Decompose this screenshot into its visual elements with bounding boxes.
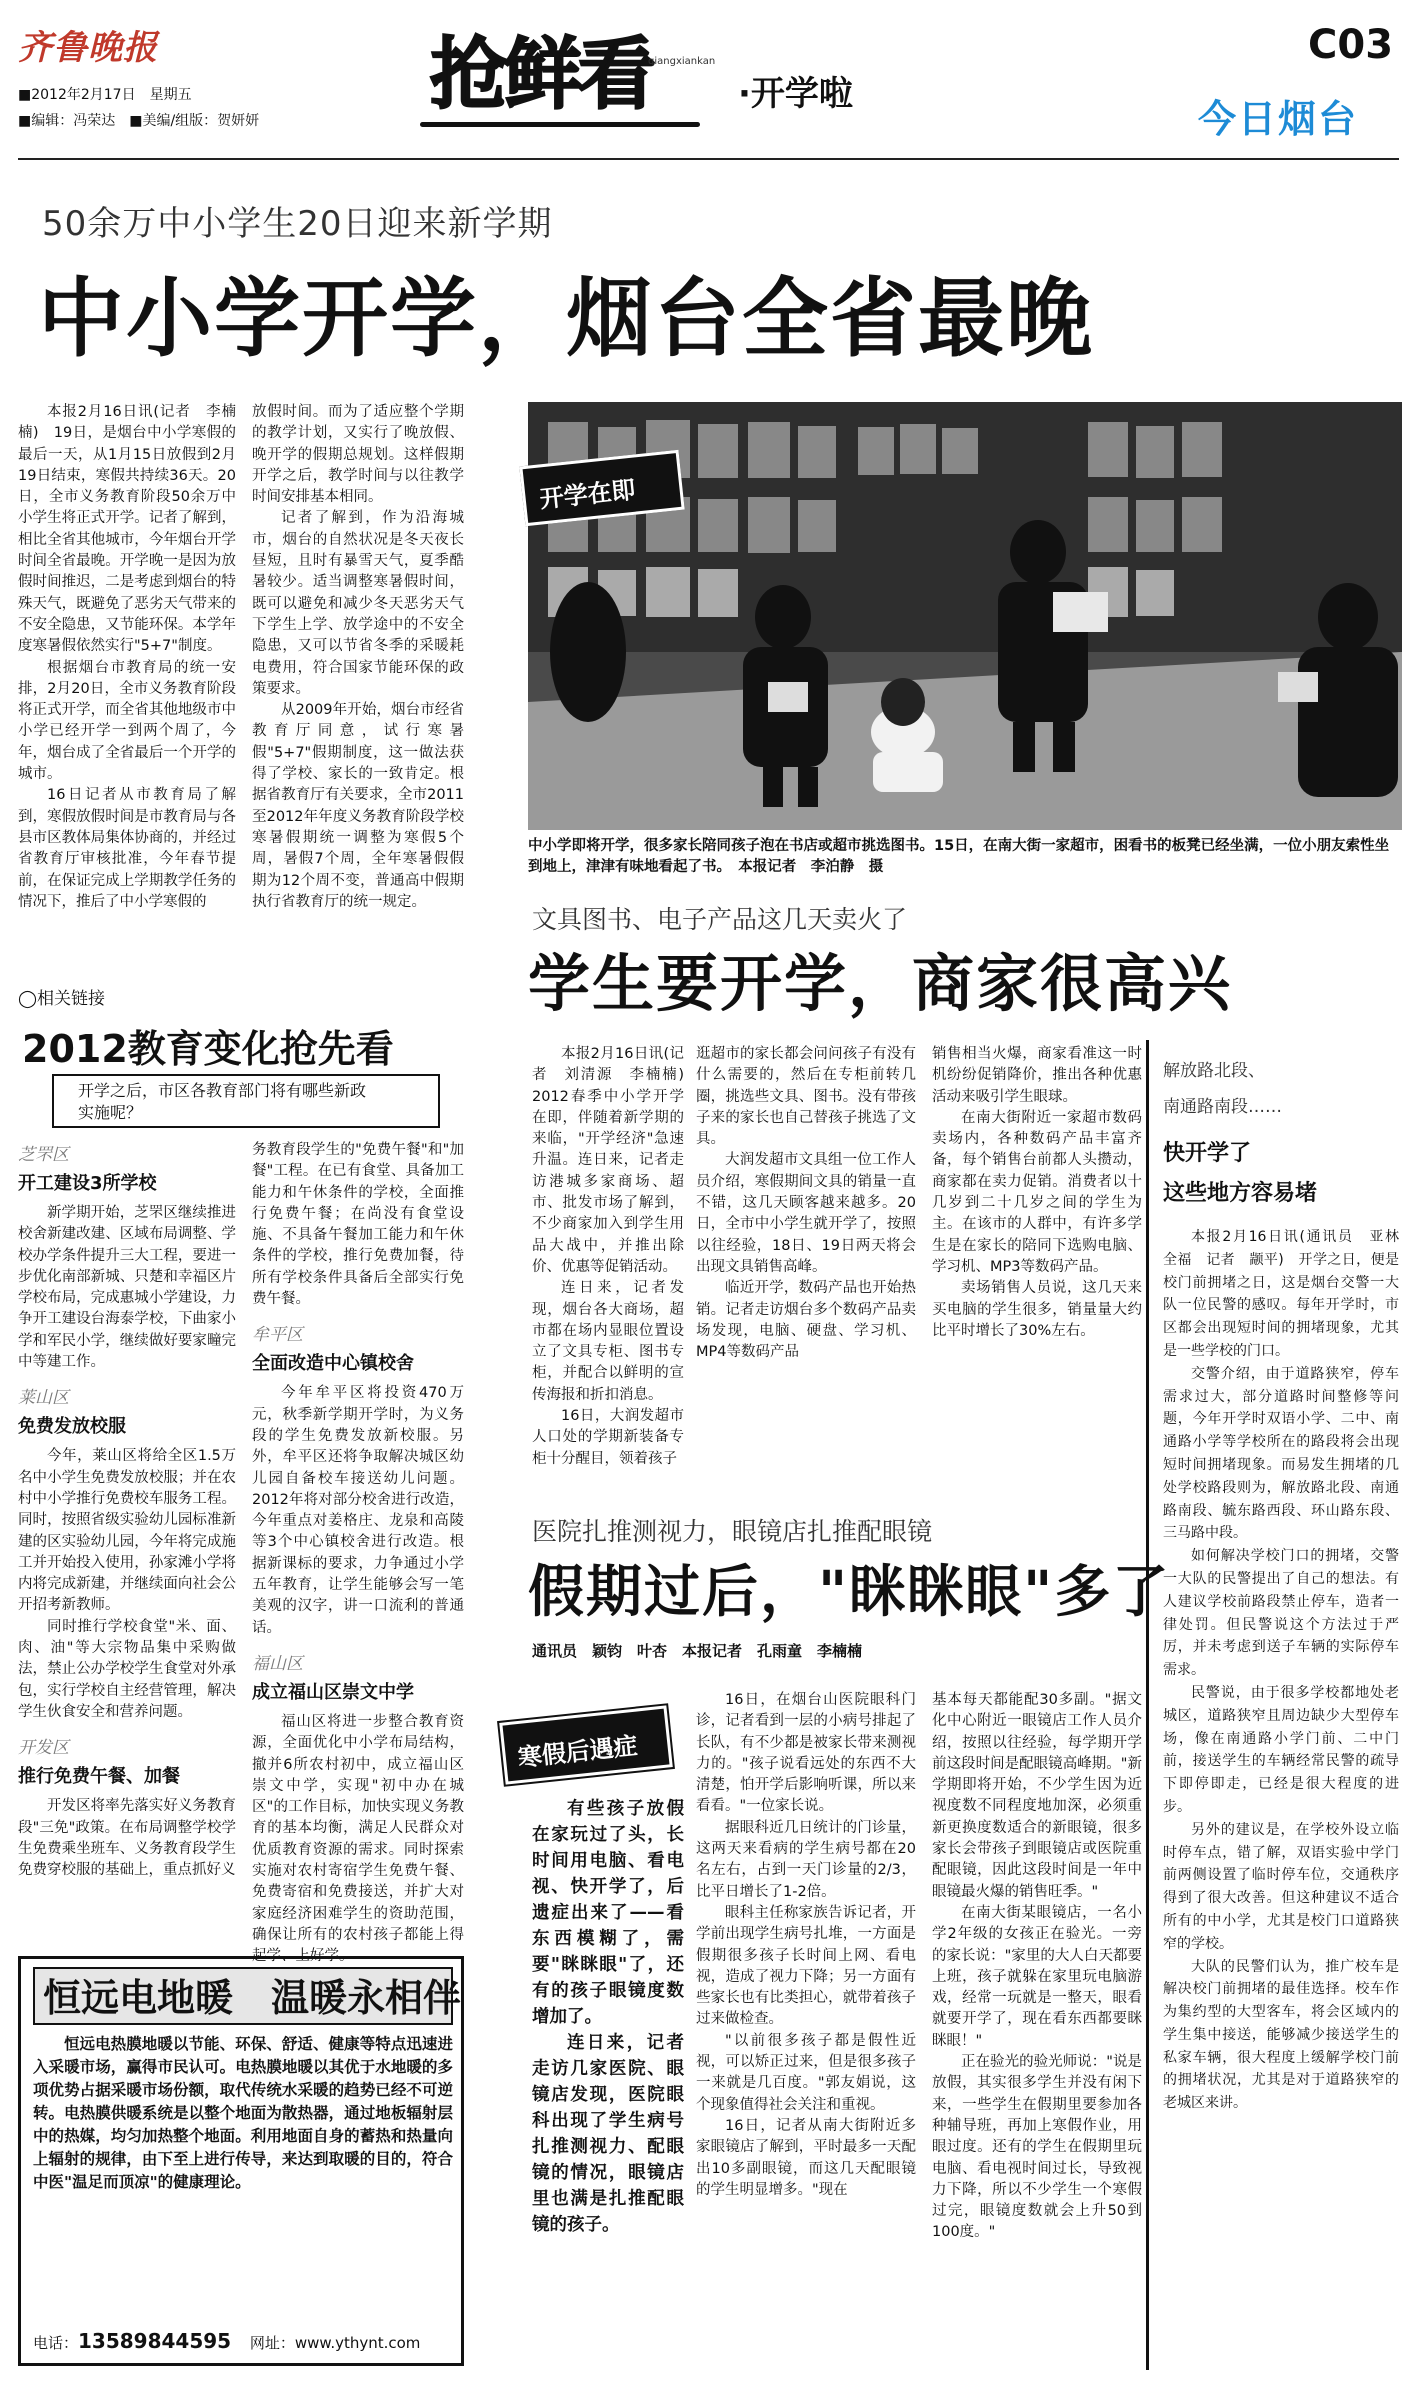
related-col-1	[18, 1140, 236, 1930]
ad-web-label: 网址：	[249, 2334, 295, 2352]
ad-phone: 13589844595	[78, 2329, 232, 2353]
shop-paragraph: 连日来，记者发现，烟台各大商场，超市都在场内显眼位置设立了文具专柜、图书专柜，并配合以鲜明的宣传海报和折扣消息。	[532, 1280, 684, 1403]
shop-paragraph: 卖场销售人员说，这几天来买电脑的学生很多，销量量大约比平时增长了30%左右。	[932, 1280, 1142, 1339]
lead-paragraph: 记者了解到，作为沿海城市，烟台的自然状况是冬天夜长昼短，且时有暴雪天气，夏季酷暑较少。适当调整寒暑假时间，既可以避免和减少冬天恶劣天气下学生上学、放学途中的不安全隐患，又可以节省冬季的采暖耗电费用，符合国家节能环保的政策要求。	[252, 510, 464, 697]
eye-paragraph: 基本每天都能配30多副。"据文化中心附近一眼镜店工作人员介绍，按照以往经验，每学期开学前这段时间是配眼镜高峰期。"新学期即将开始，不少学生因为近视度数不同程度地加深，必须重新更换度数适合的新眼镜，很多家长会带孩子到眼镜店或医院重配眼镜，因此这段时间是一年中眼镜最火爆的销售旺季。"	[932, 1692, 1142, 1900]
masthead	[0, 0, 1417, 190]
ad-headline: 恒远电地暖 温暖永相伴	[33, 1967, 453, 2025]
shop-paragraph: 临近开学，数码产品也开始热销。记者走访烟台多个数码产品卖场发现，电脑、硬盘、学习机、MP4等数码产品	[696, 1280, 916, 1361]
related-paragraph: 今年，莱山区将给全区1.5万名中小学生免费发放校服；并在农村中小学推行免费校车服务工程。同时，按照省级实验幼儿园标准新建的区实验幼儿园，今年将完成施工并开始投入使用，孙家滩小学将内将完成新建，并继续面向社会公开招考新教师。	[18, 1448, 236, 1614]
traffic-paragraph: 民警说，由于很多学校都地处老城区，道路狭窄且周边缺少大型停车场，像在南通路小学门前、二中门前，接送学生的车辆经常民警的疏导下即停即走，已经是很大程度的进步。	[1163, 1684, 1399, 1815]
shop-paragraph: 本报2月16日讯(记者 刘清源 李楠楠) 2012春季中小学开学在即，伴随着新学期的来临，"开学经济"急速升温。连日来，记者走访港城多家商场、超市、批发市场了解到，不少商家加入到学生用品大战中，并推出除价、优惠等促销活动。	[532, 1046, 699, 1275]
traffic-paragraph: 本报2月16日讯(通讯员 亚林 全福 记者 颛平) 开学之日，便是校门前拥堵之日，这是烟台交警一大队一位民警的感叹。每年开学时，市区都会出现短时间的拥堵现象，尤其是一些学校的门口。	[1163, 1229, 1413, 1359]
related-link-label: ◯相关链接	[18, 989, 106, 1009]
section-title: 推行免费午餐、加餐	[18, 1766, 180, 1788]
eye-box-paragraph: 连日来，记者走访几家医院、眼镜店发现，医院眼科出现了学生病号扎推测视力、配眼镜的情况，眼镜店里也满是扎推配眼镜的孩子。	[532, 2033, 684, 2235]
district-label: 福山区	[252, 1653, 303, 1674]
section-logo	[420, 22, 720, 132]
related-banner-text: 开学之后，市区各教育部门将有哪些新政实施呢？	[78, 1081, 367, 1122]
lead-col-1	[18, 402, 236, 977]
shop-paragraph: 销售相当火爆，商家看准这一时机纷纷促销降价，推出各种优惠活动来吸引学生眼球。	[932, 1046, 1142, 1105]
advertisement	[18, 1956, 464, 2366]
lead-paragraph: 本报2月16日讯(记者 李楠楠) 19日，是烟台中小学寒假的最后一天，从1月15日放假到2月19日结束，寒假共持续36天。20日，全市义务教育阶段50余万中小学生将正式开学。记者了解到，相比全省其他城市，今年烟台开学时间全省最晚。开学晚一是因为放假时间推迟，二是考虑到烟台的特殊天气，既避免了恶劣天气带来的不安全隐患，又节能环保。本学年度寒暑假依然实行"5+7"制度。	[18, 404, 236, 655]
eye-kicker: 医院扎推测视力，眼镜店扎推配眼镜	[532, 1517, 933, 1546]
related-paragraph: 福山区将进一步整合教育资源，全面优化中小学布局结构，撤并6所农村初中，成立福山区崇文中学，实现"初中办在城区"的工作目标，加快实现义务教育的基本均衡，满足人民群众对优质教育资源的需求。同时探索实施对农村寄宿学生免费午餐、免费寄宿和免费接送，并扩大对家庭经济困难学生的资助范围，确保让所有的农村孩子都能上得起学、上好学。	[252, 1713, 464, 1965]
section-title: 免费发放校服	[18, 1416, 126, 1438]
eye-box	[532, 1796, 684, 2371]
eye-label-text: 寒假后遇症	[516, 1731, 639, 1773]
traffic-kicker-2: 南通路南段……	[1163, 1097, 1282, 1117]
shop-paragraph: 16日，大润发超市人口处的学期新装备专柜十分醒目，领着孩子	[532, 1408, 684, 1467]
eye-paragraph: 在南大街某眼镜店，一名小学2年级的女孩正在验光。一旁的家长说："家里的大人白天都要上班，孩子就躲在家里玩电脑游戏，经常一玩就是一整天，眼看就要开学了，现在看东西都要眯眯眼！"	[932, 1904, 1142, 2049]
section-logo-pinyin: qiangxiankan	[648, 56, 716, 67]
page-region: 今日烟台	[1198, 97, 1359, 141]
section-logo-text: 抢鲜看	[430, 30, 653, 120]
related-paragraph: 开发区将率先落实好义务教育段"三免"政策。在布局调整学校学生免费乘坐班车、义务教育段学生免费穿校服的基础上，重点抓好义	[18, 1798, 236, 1879]
traffic-headline-2: 这些地方容易堵	[1163, 1181, 1318, 1206]
section-title: 成立福山区崇文中学	[252, 1681, 414, 1703]
eye-paragraph: 据眼科近几日统计的门诊量，这两天来看病的学生病号都在20名左右，占到一天门诊量的2/3，比平日增长了1-2倍。	[696, 1819, 916, 1900]
eye-label	[499, 1705, 673, 1784]
traffic-paragraph: 另外的建议是，在学校外设立临时停车点，错了解，双语实验中学门前两侧设置了临时停车位，交通秩序得到了很大改善。但这种建议不适合所有的中小学，尤其是校门口道路狭窄的学校。	[1163, 1821, 1399, 1952]
shop-col-2	[696, 1044, 916, 1499]
eye-col-3	[932, 1690, 1142, 2370]
section-title: 全面改造中心镇校舍	[252, 1353, 414, 1375]
section-logo-underline	[420, 122, 700, 127]
traffic-paragraph: 如何解决学校门口的拥堵，交警一大队的民警提出了自己的想法。有人建议学校前路段禁止停车，造者一律处罚。但民警说这个方法过于严厉，并未考虑到送子车辆的实际停车需求。	[1163, 1548, 1399, 1679]
traffic-box	[1146, 1040, 1413, 2370]
related-banner	[52, 1074, 440, 1128]
lead-paragraph: 放假时间。而为了适应整个学期的教学计划，又实行了晚放假、晚开学的假期总规划。这样假期开学之后，教学时间与以往教学时间安排基本相同。	[252, 404, 464, 506]
traffic-headline-1: 快开学了	[1163, 1141, 1252, 1166]
shop-paragraph: 大润发超市文具组一位工作人员介绍，寒假期间文具的销量一直不错，这几天顾客越来越多。20日，全市中小学生就开学了，按照以往经验，18日、19日两天将会出现文具销售高峰。	[696, 1152, 916, 1275]
lead-kicker: 50余万中小学生20日迎来新学期	[42, 204, 553, 244]
related-paragraph: 今年牟平区将投资470万元，秋季新学期开学时，为义务段的学生免费发放新校服。另外，牟平区还将争取解决城区幼儿园自备校车接送幼儿问题。2012年将对部分校舍进行改造，今年重点对姜格庄、龙泉和高陵等3个中心镇校舍进行改造。根据新课标的要求，力争通过小学五年教育，让学生能够会写一笔美观的汉字，讲一口流利的普通话。	[252, 1385, 464, 1636]
related-headline: 2012教育变化抢先看	[22, 1027, 394, 1071]
eye-paragraph: 眼科主任称家族告诉记者，开学前出现学生病号扎堆，一方面是假期很多孩子长时间上网、看电视，造成了视力下降；另一方面有些家长也有比类担心，就带着孩子过来做检查。	[696, 1904, 916, 2028]
district-label: 开发区	[18, 1738, 69, 1759]
shop-col-3	[932, 1044, 1142, 1499]
traffic-paragraph: 大队的民警们认为，推广校车是解决校门前拥堵的最佳选择。校车作为集约型的大型客车，将会区域内的学生集中接送，能够减少接送学生的私家车辆，很大程度上缓解学校门前的拥堵状况，尤其是对于道路狭窄的老城区来讲。	[1163, 1958, 1399, 2112]
traffic-body	[1163, 1226, 1413, 2366]
related-paragraph: 新学期开始，芝罘区继续推进校舍新建改建、区域布局调整、学校办学条件提升三大工程，要进一步优化南部新城、只楚和幸福区片学校布局，完成惠城小学建设，力争开工建设台海泰学校，下曲家小学和军民小学，继续做好要家疃完中等建工作。	[18, 1205, 236, 1371]
photo	[528, 402, 1402, 830]
shop-col-1	[532, 1044, 699, 1499]
shop-paragraph: 逛超市的家长都会问问孩子有没有什么需要的，然后在专柜前转几圈，挑选些文具、图书。没有带孩子来的家长也自己替孩子挑选了文具。	[696, 1046, 916, 1148]
eye-col-2	[696, 1690, 916, 2370]
eye-paragraph: 16日，在烟台山医院眼科门诊，记者看到一层的小病号排起了长队，有不少都是被家长带来测视力的。"孩子说看远处的东西不大清楚，怕开学后影响听课，所以来看看。"一位家长说。	[696, 1692, 916, 1815]
shop-paragraph: 在南大街附近一家超市数码卖场内，各种数码产品丰富齐备，每个销售台前都人头攒动，商家都在卖力促销。消费者以十几岁到二十几岁之间的学生为主。在该市的人群中，有许多学生是在家长的陪同下选购电脑、学习机、MP3等数码产品。	[932, 1109, 1142, 1275]
ad-body: 恒远电热膜地暖以节能、环保、舒适、健康等特点迅速进入采暖市场，赢得市民认可。电热膜地暖以其优于水地暖的多项优势占据采暖市场份额，取代传统水采暖的趋势已经不可逆转。电热膜供暖系统是以整个地面为散热器，通过地板辐射层中的热媒，均匀加热整个地面。利用地面自身的蓄热和热量向上辐射的规律，由下至上进行传导，来达到取暖的目的，符合中医"温足而顶凉"的健康理论。	[33, 2035, 453, 2191]
masthead-rule	[18, 158, 1399, 160]
lead-paragraph: 16日记者从市教育局了解到，寒假放假时间是市教育局与各县市区教体局集体协商的，并经过省教育厅审核批准，今年春节提前，在保证完成上学期教学任务的情况下，推后了中小学寒假的	[18, 787, 236, 910]
eye-paragraph: "以前很多孩子都是假性近视，可以矫正过来，但是很多孩子一来就是几百度。"郭友娟说，这个现象值得社会关注和重视。	[696, 2032, 916, 2113]
section-title: 开工建设3所学校	[18, 1173, 157, 1194]
lead-col-2	[252, 402, 464, 977]
page-number: C03	[1308, 22, 1394, 68]
eye-box-paragraph: 有些孩子放假在家玩过了头，长时间用电脑、看电视、快开学了，后遗症出来了——看东西模糊了，需要"眯眯眼"了，还有的孩子眼镜度数增加了。	[532, 1799, 684, 2027]
eye-paragraph: 正在验光的验光师说："说是放假，其实很多学生并没有闲下来，一些学生在假期里要参加各种辅导班，再加上寒假作业，用眼过度。还有的学生在假期里玩电脑、看电视时间过长，导致视力下降，所以不少学生一个寒假过完，眼镜度数就会上升50到100度。"	[932, 2054, 1142, 2241]
traffic-kicker-1: 解放路北段、	[1163, 1061, 1265, 1081]
related-paragraph: 务教育段学生的"免费午餐"和"加餐"工程。在已有食堂、具备加工能力和午休条件的学校，全面推行免费午餐；在尚没有食堂设施、不具备午餐加工能力和午休条件的学校，推行免费加餐，待所有学校条件具备后全部实行免费午餐。	[252, 1142, 464, 1308]
ad-phone-label: 电话：	[33, 2334, 79, 2352]
photo-label-text: 开学在即	[538, 475, 637, 514]
related-paragraph: 同时推行学校食堂"米、面、肉、油"等大宗物品集中采购做法，禁止公办学校学生食堂对外承包，实行学校自主经营管理，解决学生伙食安全和营养问题。	[18, 1618, 236, 1720]
section-title: ·开学啦	[738, 74, 853, 114]
date-line: ■2012年2月17日 星期五	[18, 87, 192, 103]
lead-paragraph: 从2009年开始，烟台市经省教育厅同意，试行寒暑假"5+7"假期制度，这一做法获得了学校、家长的一致肯定。根据省教育厅有关要求，全市2011至2012年年度义务教育阶段学校寒暑假期统一调整为寒假5个周，暑假7个周，全年寒暑假假期为12个周不变，普通高中假期执行省教育厅的统一规定。	[252, 702, 464, 910]
photo-caption: 中小学即将开学，很多家长陪同孩子泡在书店或超市挑选图书。15日，在南大街一家超市，困看书的板凳已经坐满，一位小朋友索性坐到地上，津津有味地看起了书。 本报记者 李泊静 摄	[528, 838, 1390, 875]
shop-kicker: 文具图书、电子产品这几天卖火了	[532, 905, 908, 934]
district-label: 莱山区	[18, 1388, 69, 1409]
lead-paragraph: 根据烟台市教育局的统一安排，2月20日，全市义务教育阶段将正式开学，而全省其他地级市中小学已经开学一到两个周了，今年，烟台成了全省最后一个开学的城市。	[18, 659, 236, 783]
ad-web: www.ythynt.com	[294, 2334, 421, 2352]
district-label: 芝罘区	[18, 1145, 69, 1165]
lead-headline: 中小学开学，烟台全省最晚	[38, 269, 1094, 369]
eye-paragraph: 16日，记者从南大街附近多家眼镜店了解到，平时最多一天配出10多副眼镜，而这几天配眼镜的学生明显增多。"现在	[696, 2117, 916, 2198]
editor-line: ■编辑：冯荣达 ■美编/组版：贺妍妍	[18, 113, 260, 129]
traffic-paragraph: 交警介绍，由于道路狭窄，停车需求过大，部分道路时间整修等问题，今年开学时双语小学、二中、南通路小学等学校所在的路段将会出现短时间拥堵现象。而易发生拥堵的几处学校路段则为，解放路北段、南通路南段、毓东路西段、环山路东段、三马路中段。	[1163, 1365, 1399, 1542]
eye-headline: 假期过后，"眯眯眼"多了	[528, 1560, 1171, 1625]
district-label: 牟平区	[252, 1325, 303, 1346]
eye-byline: 通讯员 颖钧 叶杏 本报记者 孔雨童 李楠楠	[532, 1642, 863, 1660]
shop-headline: 学生要开学，商家很高兴	[528, 947, 1233, 1020]
ad-contact	[33, 2329, 453, 2353]
paper-name-logo: 齐鲁晚报	[18, 28, 158, 68]
related-col-2	[252, 1140, 464, 1965]
